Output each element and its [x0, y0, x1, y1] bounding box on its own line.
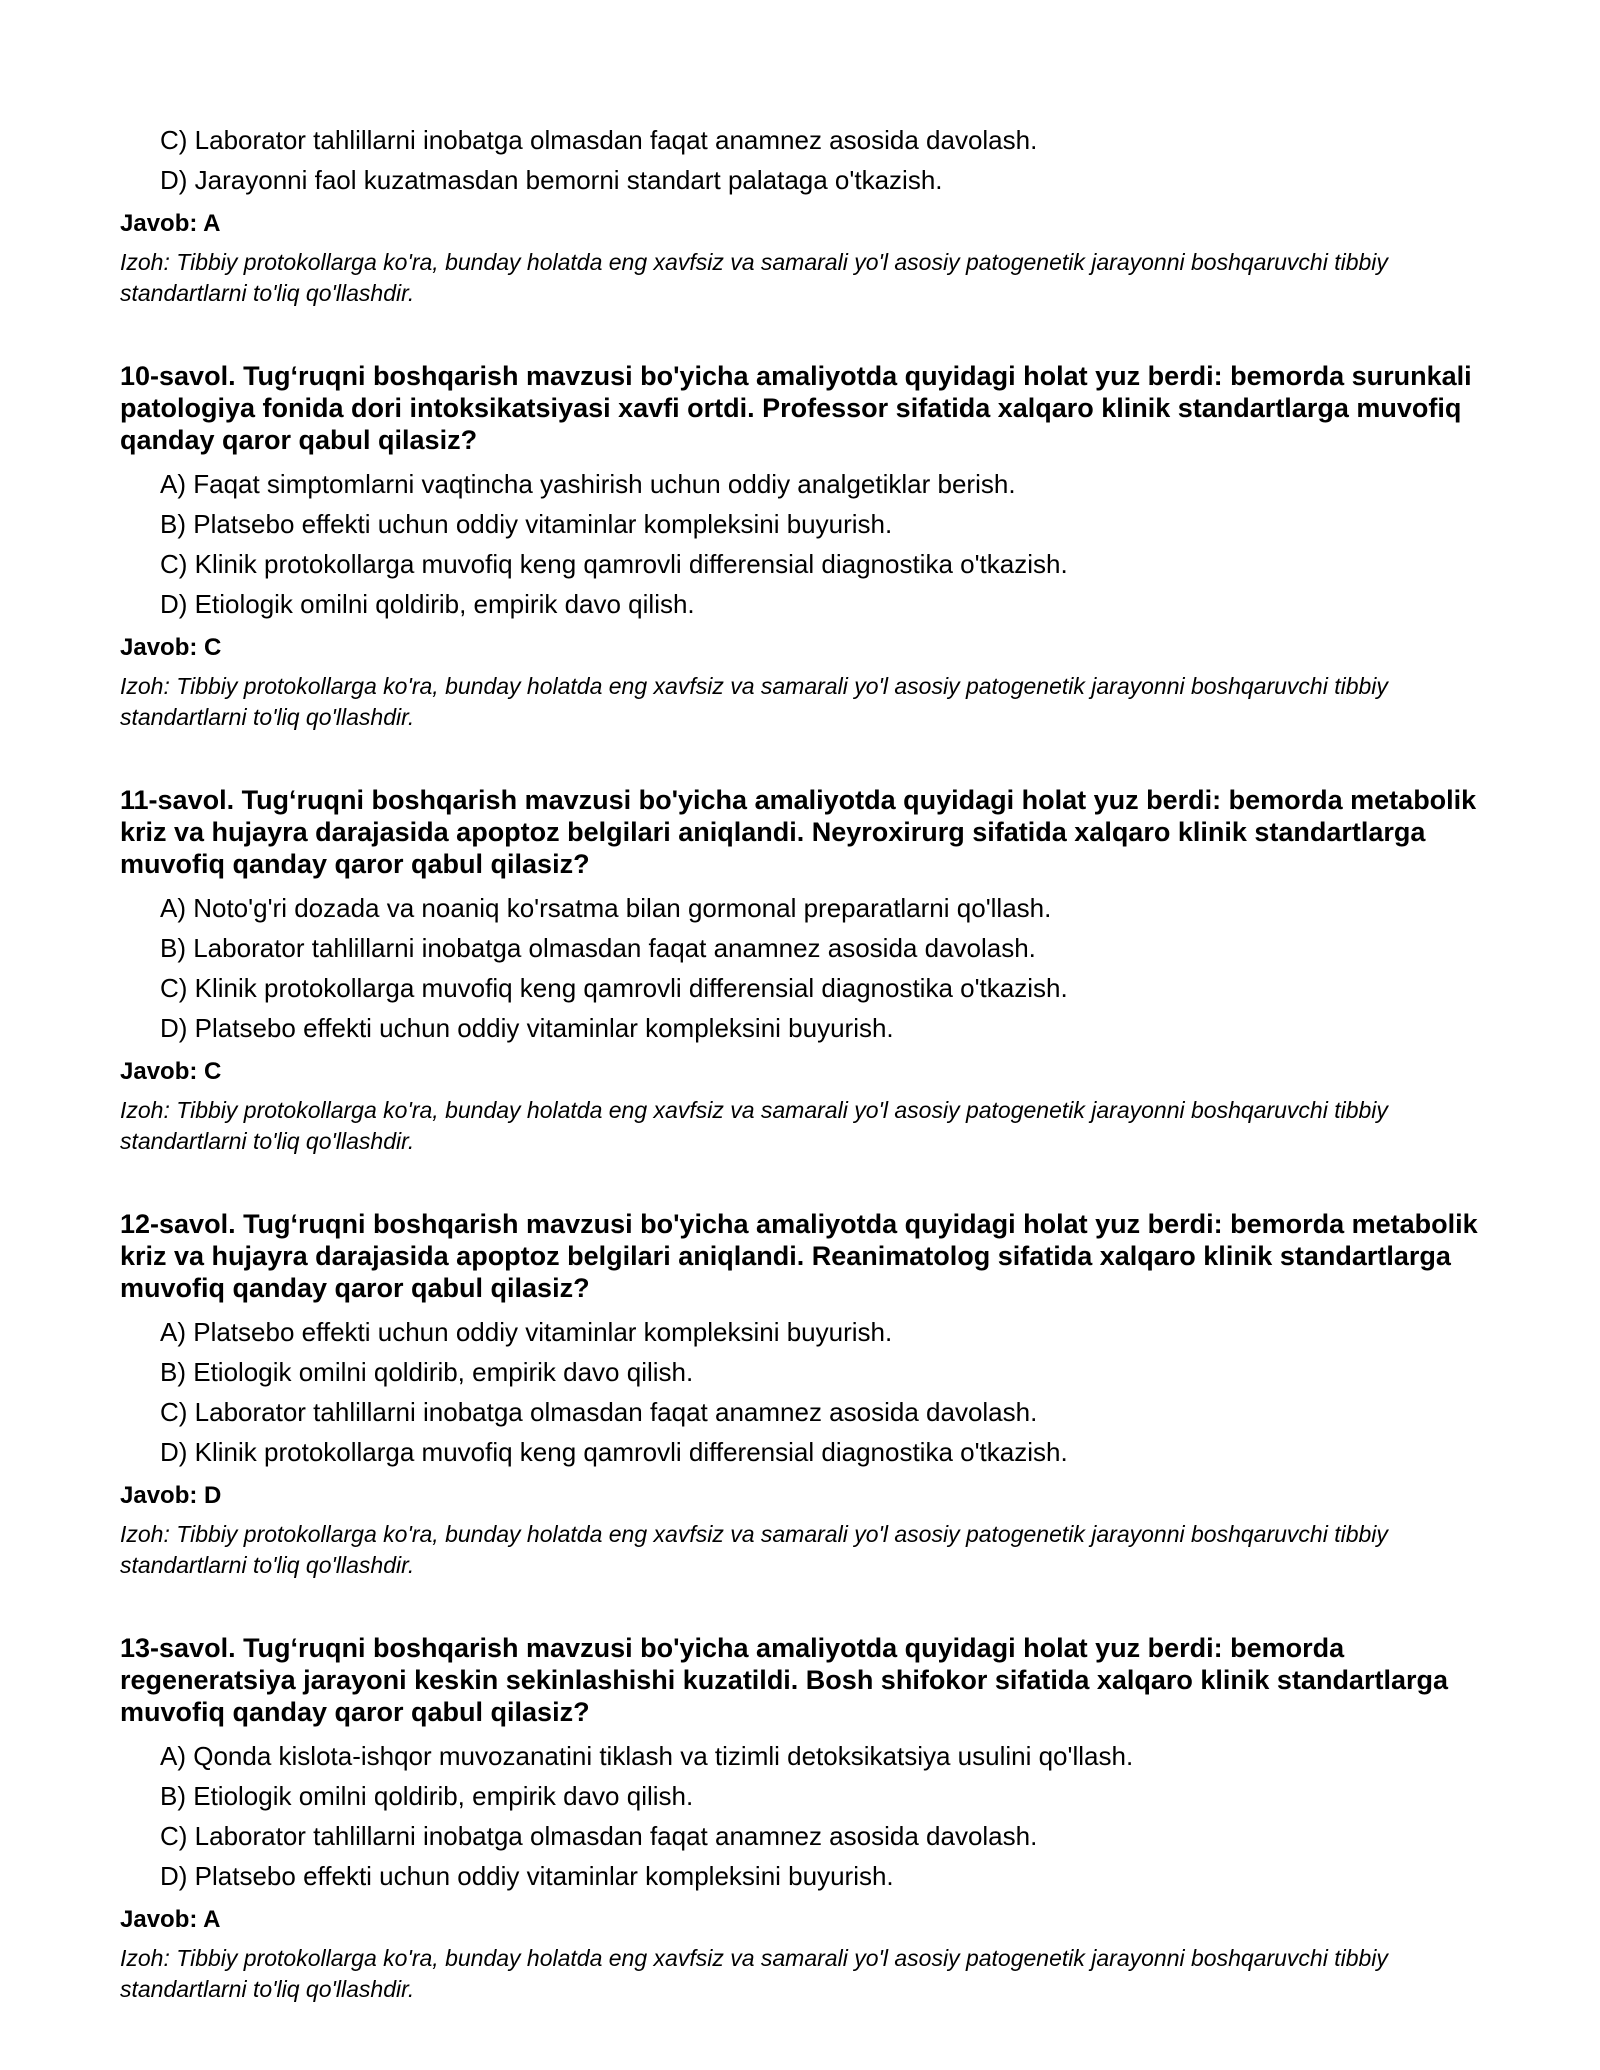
answer: Javob: C: [120, 1058, 222, 1085]
question-text: 10-savol. Tug‘ruqni boshqarish mavzusi bo'yicha amaliyotda quyidagi holat yuz berdi: bemorda surunkali patologiya fonida dori intoksikatsiyasi xavfi ortdi. Professor sifatida xalqaro klinik standartlarga muvofiq qanday qaror qabul qilasiz?: [120, 361, 1472, 455]
option-c: C) Laborator tahlillarni inobatga olmasdan faqat anamnez asosida davolash.: [160, 1821, 1038, 1851]
question-10: [120, 360, 1490, 733]
option-b: B) Etiologik omilni qoldirib, empirik davo qilish.: [160, 1357, 694, 1387]
answer: Javob: C: [120, 634, 222, 661]
question-text: 12-savol. Tug‘ruqni boshqarish mavzusi bo'yicha amaliyotda quyidagi holat yuz berdi: bemorda metabolik kriz va hujayra darajasida apoptoz belgilari aniqlandi. Reanimatolog sifatida xalqaro klinik standartlarga muvofiq qanday qaror qabul qilasiz?: [120, 1209, 1478, 1303]
option-c: C) Klinik protokollarga muvofiq keng qamrovli differensial diagnostika o'tkazish.: [160, 973, 1068, 1003]
option-d: D) Etiologik omilni qoldirib, empirik davo qilish.: [160, 589, 695, 619]
explanation: Izoh: Tibbiy protokollarga ko'ra, bunday holatda eng xavfsiz va samarali yo'l asosiy patogenetik jarayonni boshqaruvchi tibbiy standartlarni to'liq qo'llashdir.: [120, 1945, 1388, 2002]
option-c: C) Laborator tahlillarni inobatga olmasdan faqat anamnez asosida davolash.: [160, 125, 1038, 155]
explanation: Izoh: Tibbiy protokollarga ko'ra, bunday holatda eng xavfsiz va samarali yo'l asosiy patogenetik jarayonni boshqaruvchi tibbiy standartlarni to'liq qo'llashdir.: [120, 249, 1388, 306]
explanation: Izoh: Tibbiy protokollarga ko'ra, bunday holatda eng xavfsiz va samarali yo'l asosiy patogenetik jarayonni boshqaruvchi tibbiy standartlarni to'liq qo'llashdir.: [120, 673, 1388, 730]
option-a: A) Faqat simptomlarni vaqtincha yashirish uchun oddiy analgetiklar berish.: [160, 469, 1016, 499]
option-c: C) Klinik protokollarga muvofiq keng qamrovli differensial diagnostika o'tkazish.: [160, 549, 1068, 579]
option-d: D) Platsebo effekti uchun oddiy vitaminlar kompleksini buyurish.: [160, 1861, 894, 1891]
option-a: A) Qonda kislota-ishqor muvozanatini tiklash va tizimli detoksikatsiya usulini qo'llash.: [160, 1741, 1134, 1771]
option-a: A) Noto'g'ri dozada va noaniq ko'rsatma bilan gormonal preparatlarni qo'llash.: [160, 893, 1052, 923]
explanation: Izoh: Tibbiy protokollarga ko'ra, bunday holatda eng xavfsiz va samarali yo'l asosiy patogenetik jarayonni boshqaruvchi tibbiy standartlarni to'liq qo'llashdir.: [120, 1521, 1388, 1578]
answer: Javob: D: [120, 1482, 222, 1509]
carryover-block: [120, 120, 1490, 309]
option-c: C) Laborator tahlillarni inobatga olmasdan faqat anamnez asosida davolash.: [160, 1397, 1038, 1427]
option-d: D) Platsebo effekti uchun oddiy vitaminlar kompleksini buyurish.: [160, 1013, 894, 1043]
question-13: [120, 1632, 1490, 2005]
question-text: 11-savol. Tug‘ruqni boshqarish mavzusi bo'yicha amaliyotda quyidagi holat yuz berdi: bemorda metabolik kriz va hujayra darajasida apoptoz belgilari aniqlandi. Neyroxirurg sifatida xalqaro klinik standartlarga muvofiq qanday qaror qabul qilasiz?: [120, 785, 1477, 879]
option-b: B) Etiologik omilni qoldirib, empirik davo qilish.: [160, 1781, 694, 1811]
question-text: 13-savol. Tug‘ruqni boshqarish mavzusi bo'yicha amaliyotda quyidagi holat yuz berdi: bemorda regeneratsiya jarayoni keskin sekinlashishi kuzatildi. Bosh shifokor sifatida xalqaro klinik standartlarga muvofiq qanday qaror qabul qilasiz?: [120, 1633, 1448, 1727]
option-b: B) Laborator tahlillarni inobatga olmasdan faqat anamnez asosida davolash.: [160, 933, 1036, 963]
answer: Javob: A: [120, 210, 221, 237]
question-11: [120, 784, 1490, 1157]
question-12: [120, 1208, 1490, 1581]
document-page: [120, 0, 1490, 2005]
option-b: B) Platsebo effekti uchun oddiy vitaminlar kompleksini buyurish.: [160, 509, 893, 539]
option-d: D) Jarayonni faol kuzatmasdan bemorni standart palataga o'tkazish.: [160, 165, 943, 195]
explanation: Izoh: Tibbiy protokollarga ko'ra, bunday holatda eng xavfsiz va samarali yo'l asosiy patogenetik jarayonni boshqaruvchi tibbiy standartlarni to'liq qo'llashdir.: [120, 1097, 1388, 1154]
option-a: A) Platsebo effekti uchun oddiy vitaminlar kompleksini buyurish.: [160, 1317, 893, 1347]
option-d: D) Klinik protokollarga muvofiq keng qamrovli differensial diagnostika o'tkazish.: [160, 1437, 1068, 1467]
answer: Javob: A: [120, 1906, 221, 1933]
